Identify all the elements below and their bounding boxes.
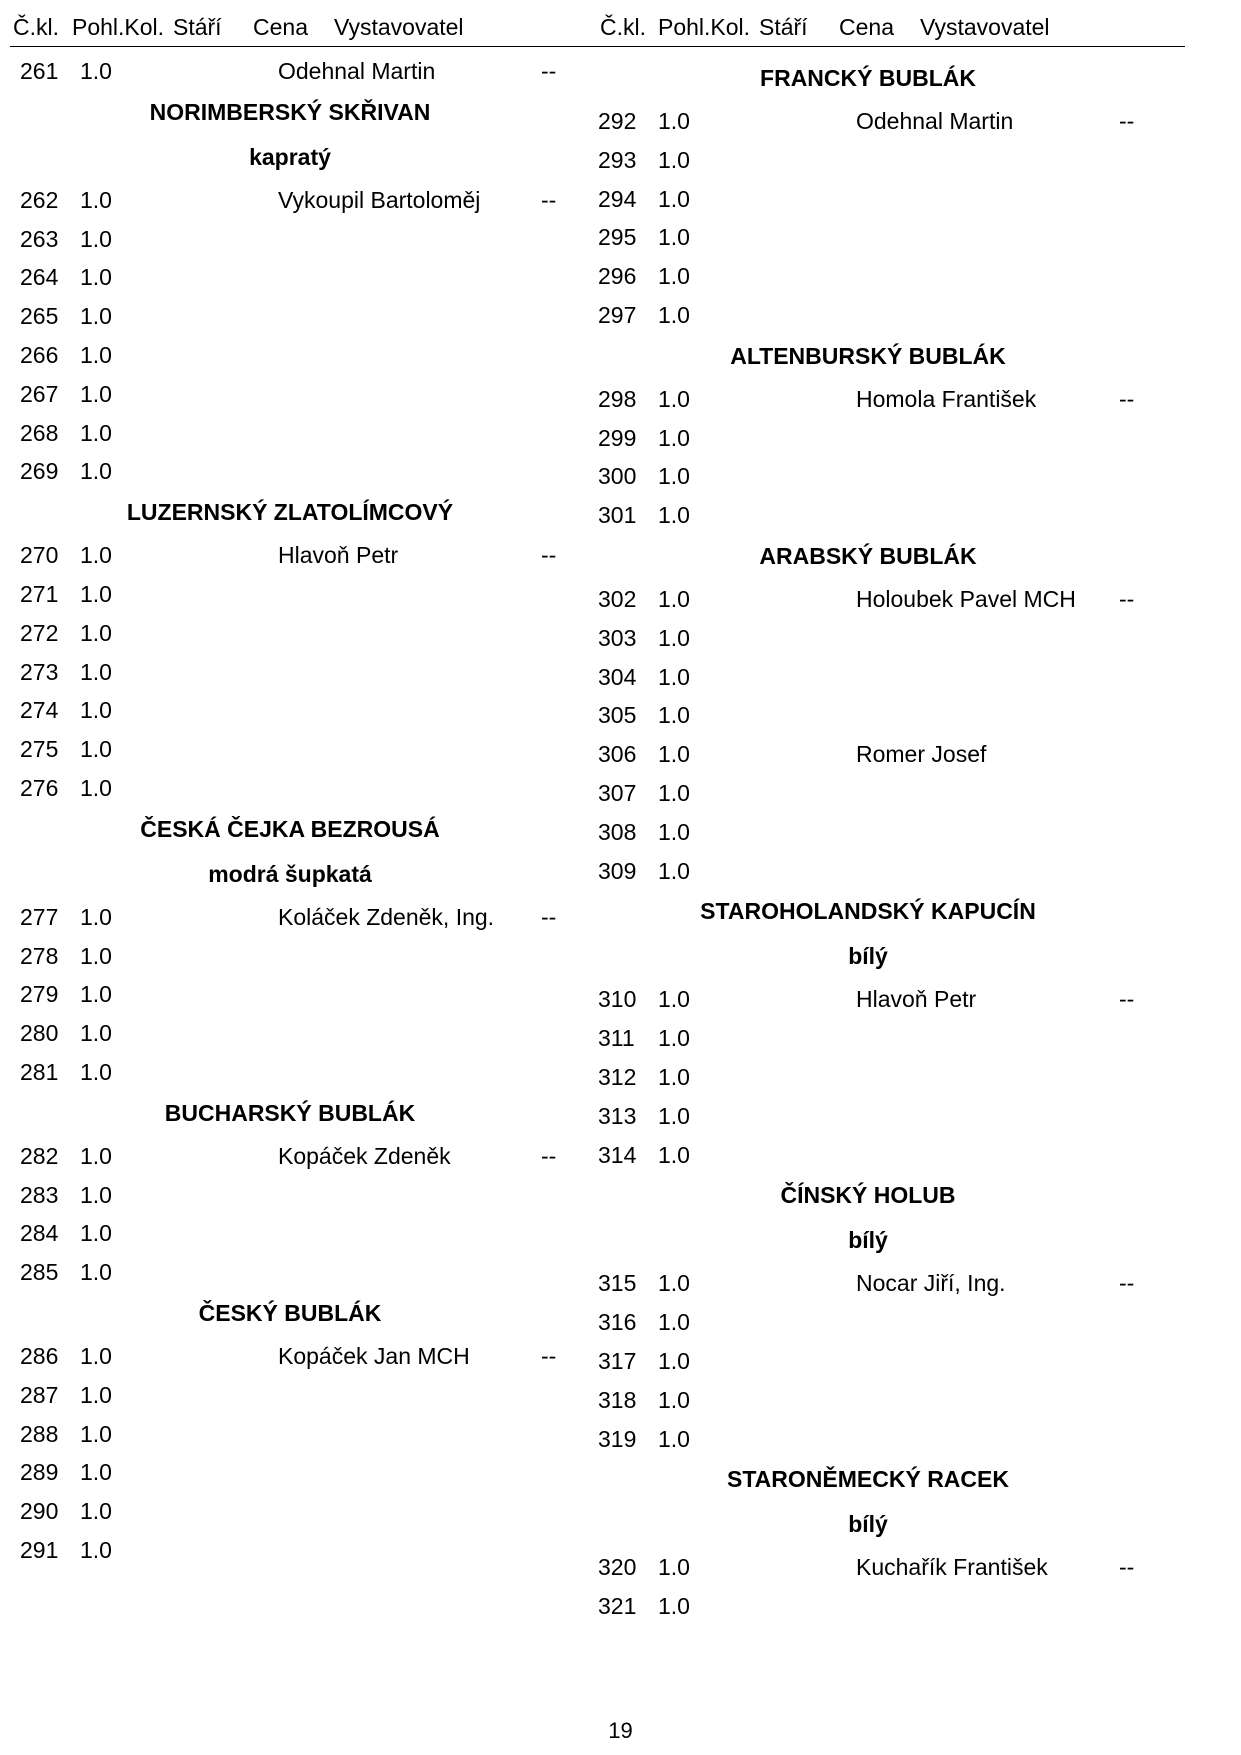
price-dash: -- xyxy=(1119,1270,1135,1297)
table-row xyxy=(588,186,1148,216)
price-dash: -- xyxy=(541,1142,557,1169)
class-number: 284 xyxy=(20,1220,59,1247)
sex-round: 1.0 xyxy=(658,1348,690,1374)
section-heading: NORIMBERSKÝ SKŘIVAN xyxy=(149,98,431,125)
class-number: 266 xyxy=(20,342,59,368)
class-number: 273 xyxy=(20,658,59,685)
table-row xyxy=(10,1343,570,1373)
class-number: 263 xyxy=(20,225,59,252)
sex-round: 1.0 xyxy=(658,1309,690,1336)
section-heading: ČESKÝ BUBLÁK xyxy=(198,1300,382,1326)
sex-round: 1.0 xyxy=(80,1459,112,1486)
header-price: Cena xyxy=(839,14,894,40)
price-dash: -- xyxy=(1119,385,1135,412)
table-row xyxy=(10,1537,570,1567)
table-row xyxy=(10,420,570,450)
class-number: 321 xyxy=(598,1593,637,1620)
header-age: Stáří xyxy=(759,14,808,40)
table-row xyxy=(588,625,1148,655)
table-row xyxy=(588,586,1148,616)
table-row xyxy=(588,780,1148,810)
exhibitor-name: Koláček Zdeněk, Ing. xyxy=(278,903,495,930)
class-number: 282 xyxy=(20,1142,59,1169)
price-dash: -- xyxy=(541,903,557,930)
header-sex-round: Pohl.Kol. xyxy=(658,14,751,40)
sex-round: 1.0 xyxy=(658,1425,690,1452)
table-row xyxy=(10,542,570,572)
section-heading: ČÍNSKÝ HOLUB xyxy=(780,1182,956,1209)
table-row xyxy=(588,702,1148,732)
table-row xyxy=(588,147,1148,177)
table-row xyxy=(10,1498,570,1528)
sex-round: 1.0 xyxy=(80,303,112,330)
class-number: 264 xyxy=(20,264,59,291)
class-number: 319 xyxy=(598,1425,637,1452)
sex-round: 1.0 xyxy=(80,419,112,446)
table-row xyxy=(588,1103,1148,1133)
class-number: 287 xyxy=(20,1381,59,1408)
price-dash: -- xyxy=(541,1343,557,1369)
class-number: 304 xyxy=(598,663,637,690)
class-number: 301 xyxy=(598,502,637,529)
sex-round: 1.0 xyxy=(658,146,690,173)
table-row xyxy=(588,502,1148,532)
page-number: 19 xyxy=(608,1718,633,1743)
table-row xyxy=(10,264,570,294)
class-number: 276 xyxy=(20,775,59,801)
price-dash: -- xyxy=(1119,586,1135,612)
table-row xyxy=(10,458,570,488)
sex-round: 1.0 xyxy=(80,1181,112,1208)
class-number: 292 xyxy=(598,108,637,134)
class-number: 294 xyxy=(598,185,637,212)
header-age: Stáří xyxy=(173,14,222,40)
table-row xyxy=(588,263,1148,293)
header-sex-round: Pohl.Kol. xyxy=(72,14,165,40)
table-row xyxy=(10,381,570,411)
class-number: 267 xyxy=(20,380,59,407)
sex-round: 1.0 xyxy=(658,1025,690,1052)
sex-round: 1.0 xyxy=(80,1142,112,1169)
sex-round: 1.0 xyxy=(80,458,112,485)
price-dash: -- xyxy=(1119,1554,1135,1581)
exhibitor-name: Romer Josef xyxy=(856,741,987,768)
table-row xyxy=(10,1421,570,1451)
table-row xyxy=(10,981,570,1011)
sex-round: 1.0 xyxy=(80,942,112,969)
table-row xyxy=(588,1270,1148,1300)
table-row xyxy=(588,858,1148,888)
sex-round: 1.0 xyxy=(80,264,112,291)
table-row xyxy=(588,819,1148,849)
class-number: 296 xyxy=(598,263,637,290)
table-row xyxy=(10,1220,570,1250)
sex-round: 1.0 xyxy=(80,225,112,252)
exhibitor-name: Hlavoň Petr xyxy=(856,986,977,1013)
sex-round: 1.0 xyxy=(658,1554,690,1581)
table-row xyxy=(588,1309,1148,1339)
sex-round: 1.0 xyxy=(658,586,690,612)
class-number: 313 xyxy=(598,1102,637,1129)
sex-round: 1.0 xyxy=(80,1220,112,1247)
table-row xyxy=(10,943,570,973)
class-number: 293 xyxy=(598,146,637,173)
class-number: 297 xyxy=(598,302,637,328)
table-row xyxy=(10,775,570,805)
section-heading: STAROHOLANDSKÝ KAPUCÍN xyxy=(700,898,1036,925)
class-number: 268 xyxy=(20,419,59,446)
section-heading: bílý xyxy=(848,1511,888,1538)
sex-round: 1.0 xyxy=(658,1270,690,1297)
exhibitor-name: Kuchařík František xyxy=(856,1554,1048,1581)
table-row xyxy=(10,697,570,727)
sex-round: 1.0 xyxy=(658,502,690,529)
class-number: 285 xyxy=(20,1259,59,1286)
table-row xyxy=(588,1593,1148,1623)
class-number: 261 xyxy=(20,58,59,84)
class-number: 291 xyxy=(20,1537,59,1563)
class-number: 286 xyxy=(20,1343,59,1369)
sex-round: 1.0 xyxy=(658,663,690,690)
table-row xyxy=(10,1182,570,1212)
class-number: 288 xyxy=(20,1420,59,1447)
sex-round: 1.0 xyxy=(658,780,690,806)
header-class-number: Č.kl. xyxy=(600,14,646,40)
section-heading: BUCHARSKÝ BUBLÁK xyxy=(164,1099,416,1126)
sex-round: 1.0 xyxy=(658,1064,690,1090)
class-number: 277 xyxy=(20,903,59,930)
table-row xyxy=(588,664,1148,694)
class-number: 300 xyxy=(598,463,637,490)
table-row xyxy=(588,741,1148,771)
class-number: 316 xyxy=(598,1309,637,1336)
table-row xyxy=(10,1143,570,1173)
sex-round: 1.0 xyxy=(658,224,690,251)
sex-round: 1.0 xyxy=(658,108,690,134)
class-number: 269 xyxy=(20,458,59,485)
table-row xyxy=(10,1459,570,1489)
price-dash: -- xyxy=(1119,108,1135,134)
sex-round: 1.0 xyxy=(80,658,112,685)
table-row xyxy=(588,1554,1148,1584)
section-heading: bílý xyxy=(848,1227,888,1254)
table-row xyxy=(10,904,570,934)
sex-round: 1.0 xyxy=(80,1498,112,1525)
sex-round: 1.0 xyxy=(80,380,112,407)
class-number: 308 xyxy=(598,818,637,845)
class-number: 270 xyxy=(20,542,59,569)
sex-round: 1.0 xyxy=(658,818,690,845)
class-number: 312 xyxy=(598,1064,637,1090)
sex-round: 1.0 xyxy=(80,981,112,1008)
class-number: 283 xyxy=(20,1181,59,1208)
table-row xyxy=(588,1348,1148,1378)
table-row xyxy=(10,736,570,766)
sex-round: 1.0 xyxy=(80,1020,112,1047)
table-row xyxy=(10,342,570,372)
table-row xyxy=(588,302,1148,332)
sex-round: 1.0 xyxy=(80,1059,112,1085)
sex-round: 1.0 xyxy=(658,624,690,651)
price-dash: -- xyxy=(541,542,557,569)
header-price: Cena xyxy=(253,14,308,40)
class-number: 311 xyxy=(598,1025,635,1052)
class-number: 262 xyxy=(20,186,59,213)
sex-round: 1.0 xyxy=(658,424,690,451)
class-number: 317 xyxy=(598,1348,637,1374)
header-exhibitor: Vystavovatel xyxy=(334,14,464,40)
table-row xyxy=(588,1025,1148,1055)
table-row xyxy=(588,108,1148,138)
sex-round: 1.0 xyxy=(80,58,112,84)
price-dash: -- xyxy=(1119,986,1135,1013)
class-number: 318 xyxy=(598,1386,637,1413)
table-row xyxy=(10,1259,570,1289)
section-heading: LUZERNSKÝ ZLATOLÍMCOVÝ xyxy=(126,499,454,526)
table-row xyxy=(10,187,570,217)
section-heading: STARONĚMECKÝ RACEK xyxy=(727,1466,1009,1493)
class-number: 275 xyxy=(20,736,59,763)
exhibitor-name: Odehnal Martin xyxy=(856,108,1014,134)
exhibitor-name: Vykoupil Bartoloměj xyxy=(278,186,481,213)
sex-round: 1.0 xyxy=(80,1537,112,1563)
exhibitor-name: Holoubek Pavel MCH xyxy=(856,586,1076,612)
class-number: 274 xyxy=(20,697,59,724)
sex-round: 1.0 xyxy=(658,1141,690,1168)
table-row xyxy=(10,1059,570,1089)
section-heading: FRANCKÝ BUBLÁK xyxy=(760,65,976,91)
class-number: 278 xyxy=(20,942,59,969)
sex-round: 1.0 xyxy=(658,463,690,490)
table-row xyxy=(588,1426,1148,1456)
table-row xyxy=(10,659,570,689)
class-number: 272 xyxy=(20,619,59,646)
class-number: 310 xyxy=(598,986,637,1013)
table-row xyxy=(10,1382,570,1412)
sex-round: 1.0 xyxy=(658,702,690,729)
class-number: 271 xyxy=(20,581,59,607)
exhibitor-name: Hlavoň Petr xyxy=(278,542,399,569)
sex-round: 1.0 xyxy=(80,1343,112,1369)
table-row xyxy=(588,1064,1148,1094)
class-number: 314 xyxy=(598,1141,637,1168)
sex-round: 1.0 xyxy=(80,619,112,646)
sex-round: 1.0 xyxy=(80,581,112,607)
sex-round: 1.0 xyxy=(80,1420,112,1447)
class-number: 305 xyxy=(598,702,637,729)
price-dash: -- xyxy=(541,58,557,84)
sex-round: 1.0 xyxy=(80,1259,112,1286)
exhibitor-name: Kopáček Zdeněk xyxy=(278,1142,451,1169)
sex-round: 1.0 xyxy=(80,542,112,569)
header-class-number: Č.kl. xyxy=(13,14,59,40)
exhibitor-name: Kopáček Jan MCH xyxy=(278,1343,470,1369)
class-number: 320 xyxy=(598,1554,637,1581)
section-heading: modrá šupkatá xyxy=(208,860,372,887)
sex-round: 1.0 xyxy=(80,903,112,930)
sex-round: 1.0 xyxy=(658,302,690,328)
sex-round: 1.0 xyxy=(658,857,690,884)
sex-round: 1.0 xyxy=(658,263,690,290)
sex-round: 1.0 xyxy=(658,185,690,212)
class-number: 265 xyxy=(20,303,59,330)
section-heading: ALTENBURSKÝ BUBLÁK xyxy=(730,342,1006,369)
class-number: 295 xyxy=(598,224,637,251)
table-row xyxy=(588,386,1148,416)
table-row xyxy=(588,425,1148,455)
table-row xyxy=(10,1020,570,1050)
class-number: 280 xyxy=(20,1020,59,1047)
sex-round: 1.0 xyxy=(658,741,690,768)
class-number: 315 xyxy=(598,1270,637,1297)
table-row xyxy=(588,463,1148,493)
sex-round: 1.0 xyxy=(80,342,112,368)
table-row xyxy=(588,1142,1148,1172)
table-row xyxy=(588,1387,1148,1417)
table-row xyxy=(10,58,570,88)
section-heading: ARABSKÝ BUBLÁK xyxy=(759,543,977,569)
class-number: 298 xyxy=(598,385,637,412)
exhibitor-name: Homola František xyxy=(856,385,1037,412)
section-heading: ČESKÁ ČEJKA BEZROUSÁ xyxy=(140,815,440,842)
class-number: 279 xyxy=(20,981,59,1008)
table-row xyxy=(588,986,1148,1016)
header-divider xyxy=(10,46,1185,47)
table-header-right xyxy=(0,10,1241,40)
class-number: 290 xyxy=(20,1498,59,1525)
class-number: 302 xyxy=(598,586,637,612)
sex-round: 1.0 xyxy=(80,775,112,801)
exhibitor-name: Odehnal Martin xyxy=(278,58,436,84)
header-exhibitor: Vystavovatel xyxy=(920,14,1050,40)
sex-round: 1.0 xyxy=(658,1386,690,1413)
table-row xyxy=(10,620,570,650)
class-number: 303 xyxy=(598,624,637,651)
sex-round: 1.0 xyxy=(658,1102,690,1129)
table-row xyxy=(10,581,570,611)
table-row xyxy=(10,303,570,333)
class-number: 281 xyxy=(20,1059,59,1085)
sex-round: 1.0 xyxy=(80,697,112,724)
class-number: 309 xyxy=(598,857,637,884)
table-row xyxy=(588,224,1148,254)
sex-round: 1.0 xyxy=(658,1593,690,1620)
sex-round: 1.0 xyxy=(658,986,690,1013)
section-heading: kapratý xyxy=(249,143,331,170)
section-heading: bílý xyxy=(848,943,888,970)
class-number: 289 xyxy=(20,1459,59,1486)
class-number: 307 xyxy=(598,780,637,806)
sex-round: 1.0 xyxy=(658,385,690,412)
exhibitor-name: Nocar Jiří, Ing. xyxy=(856,1270,1006,1297)
sex-round: 1.0 xyxy=(80,736,112,763)
class-number: 306 xyxy=(598,741,637,768)
class-number: 299 xyxy=(598,424,637,451)
sex-round: 1.0 xyxy=(80,186,112,213)
price-dash: -- xyxy=(541,186,557,213)
sex-round: 1.0 xyxy=(80,1381,112,1408)
table-row xyxy=(10,226,570,256)
